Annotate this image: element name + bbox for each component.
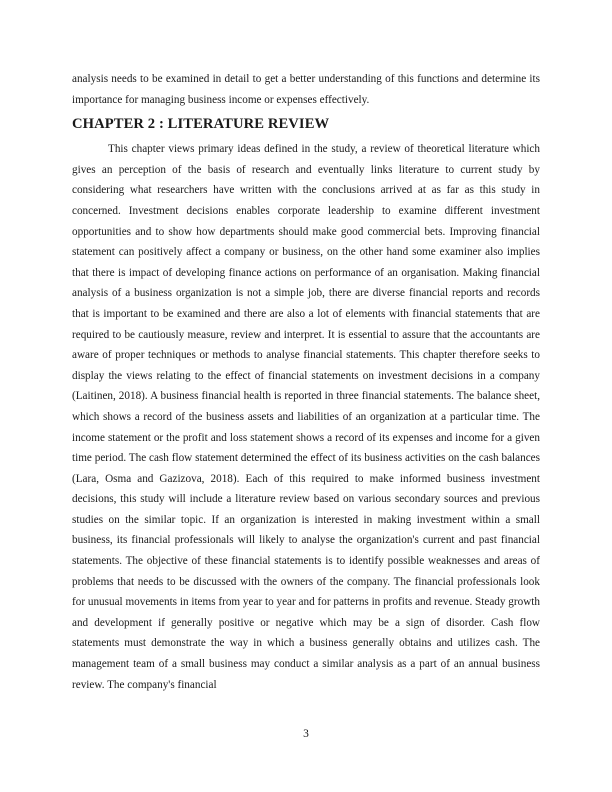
body-paragraph: This chapter views primary ideas defined in the study, a review of theoretical literature which gives an perception of the basis of research and eventually links literature to current study by considering what researchers have written with the conclusions arrived at as far as this study in concerned. Investment decisions enables corporate leadership to examine different investment opportunities and to show how departments should make good commercial bets. Improving financial statement can positively affect a company or business, on the other hand some examiner also implies that there is impact of developing finance actions on performance of an organisation. Making financial analysis of a business organization is not a simple job, there are diverse financial reports and records that is important to be examined and there are also a lot of elements with financial statements that are required to be cautiously measure, review and interpret. It is essential to assure that the accountants are aware of proper techniques or methods to analyse financial statements. This chapter therefore seeks to display the views relating to the effect of financial statements on investment decisions in a company (Laitinen, 2018). A business financial health is reported in three financial statements. The balance sheet, which shows a record of the business assets and liabilities of an organization at a particular time. The income statement or the profit and loss statement shows a record of its expenses and income for a given time period. The cash flow statement determined the effect of its business activities on the cash balances (Lara, Osma and Gazizova, 2018). Each of this required to make informed business investment decisions, this study will include a literature review based on various secondary sources and previous studies on the similar topic. If an organization is interested in making investment within a small business, its financial professionals will likely to analyse the organization's current and past financial statements. The objective of these financial statements is to identify possible weaknesses and areas of problems that needs to be discussed with the owners of the company. The financial professionals look for unusual movements in items from year to year and for patterns in profits and revenue. Steady growth and development if generally positive or negative which may be a sign of disorder. Cash flow statements must demonstrate the way in which a business generally obtains and utilizes cash. The management team of a small business may conduct a similar analysis as a part of an annual business review. The company's financial — [72, 143, 540, 691]
intro-paragraph: analysis needs to be examined in detail to get a better understanding of this functions and determine its importance for managing business income or expenses effectively. — [72, 73, 540, 106]
page-number: 3 — [303, 728, 309, 740]
chapter-heading: CHAPTER 2 : LITERATURE REVIEW — [72, 116, 330, 133]
page-content — [72, 69, 540, 695]
